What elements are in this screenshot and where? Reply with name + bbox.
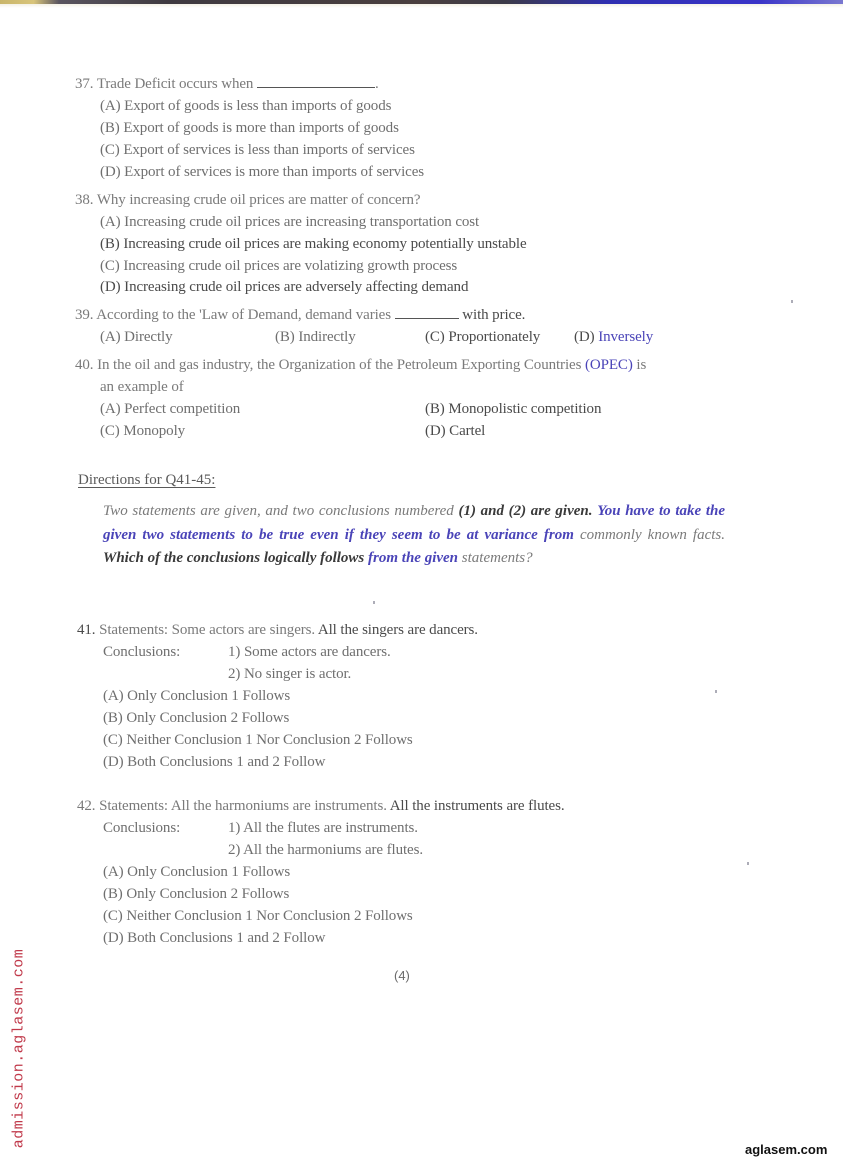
opec-highlight: (OPEC) <box>584 357 633 373</box>
side-watermark: admission.aglasem.com <box>10 948 28 1149</box>
answer-blank <box>395 306 459 319</box>
question-41-conclusion-1: 1) Some actors are dancers. <box>228 644 391 660</box>
corner-watermark: aglasem.com <box>745 1142 828 1157</box>
question-41-option-c: (C) Neither Conclusion 1 Nor Conclusion 2 Follows <box>103 732 413 748</box>
question-40-option-c: (C) Monopoly <box>100 423 186 439</box>
question-37-option-a: (A) Export of goods is less than imports of goods <box>100 98 392 114</box>
question-39-option-d: (D) Inversely <box>574 329 654 345</box>
question-42-conclusion-1: 1) All the flutes are instruments. <box>228 820 418 836</box>
question-37-option-c: (C) Export of services is less than imports of services <box>100 142 415 158</box>
question-39-stem: 39. According to the 'Law of Demand, demand varies with price. <box>75 307 526 323</box>
question-41-conclusions-label: Conclusions: <box>103 644 181 660</box>
answer-blank <box>257 75 375 88</box>
question-40-option-a: (A) Perfect competition <box>100 401 241 417</box>
question-42-option-c: (C) Neither Conclusion 1 Nor Conclusion 2 Follows <box>103 908 413 924</box>
question-39-option-a: (A) Directly <box>100 329 173 345</box>
question-41-statements: 41. Statements: Some actors are singers. All the singers are dancers. <box>77 622 478 638</box>
question-42-option-b: (B) Only Conclusion 2 Follows <box>103 886 290 902</box>
question-37-option-b: (B) Export of goods is more than imports of goods <box>100 120 399 136</box>
question-39-option-b: (B) Indirectly <box>275 329 356 345</box>
question-42-conclusion-2: 2) All the harmoniums are flutes. <box>228 842 423 858</box>
question-38-option-c: (C) Increasing crude oil prices are volatizing growth process <box>100 258 458 274</box>
scan-speck <box>715 690 717 693</box>
scan-speck <box>747 862 749 865</box>
question-40-option-b: (B) Monopolistic competition <box>425 401 602 417</box>
question-39-option-c: (C) Proportionately <box>425 329 541 345</box>
question-42-option-d: (D) Both Conclusions 1 and 2 Follow <box>103 930 326 946</box>
highlighted-answer: Inversely <box>598 329 654 345</box>
question-38-option-d: (D) Increasing crude oil prices are adversely affecting demand <box>100 279 469 295</box>
question-41-option-a: (A) Only Conclusion 1 Follows <box>103 688 291 704</box>
directions-body: Two statements are given, and two conclusions numbered (1) and (2) are given. You have to take the given two statements to be true even if they seem to be at variance from commonly known facts. Which of the conclusions logically follows from the given statements? <box>103 503 725 566</box>
scan-speck <box>373 601 375 604</box>
page-number: (4) <box>394 968 410 983</box>
question-40-option-d: (D) Cartel <box>425 423 486 439</box>
question-41-option-d: (D) Both Conclusions 1 and 2 Follow <box>103 754 326 770</box>
question-41-option-b: (B) Only Conclusion 2 Follows <box>103 710 290 726</box>
question-40-stem-line-2: an example of <box>100 379 184 395</box>
question-37-option-d: (D) Export of services is more than imports of services <box>100 164 424 180</box>
question-38-option-b: (B) Increasing crude oil prices are making economy potentially unstable <box>100 236 527 252</box>
question-41-conclusion-2: 2) No singer is actor. <box>228 666 352 682</box>
scan-speck <box>791 300 793 303</box>
directions-heading: Directions for Q41-45: <box>78 472 216 488</box>
question-38-option-a: (A) Increasing crude oil prices are increasing transportation cost <box>100 214 480 230</box>
question-40-stem-line-1: 40. In the oil and gas industry, the Organization of the Petroleum Exporting Countries (OPEC) is <box>75 357 647 373</box>
question-42-statements: 42. Statements: All the harmoniums are instruments. All the instruments are flutes. <box>77 798 565 814</box>
question-37-stem: 37. Trade Deficit occurs when . <box>75 76 379 92</box>
question-42-option-a: (A) Only Conclusion 1 Follows <box>103 864 291 880</box>
question-38-stem: 38. Why increasing crude oil prices are matter of concern? <box>75 192 421 208</box>
question-42-conclusions-label: Conclusions: <box>103 820 181 836</box>
